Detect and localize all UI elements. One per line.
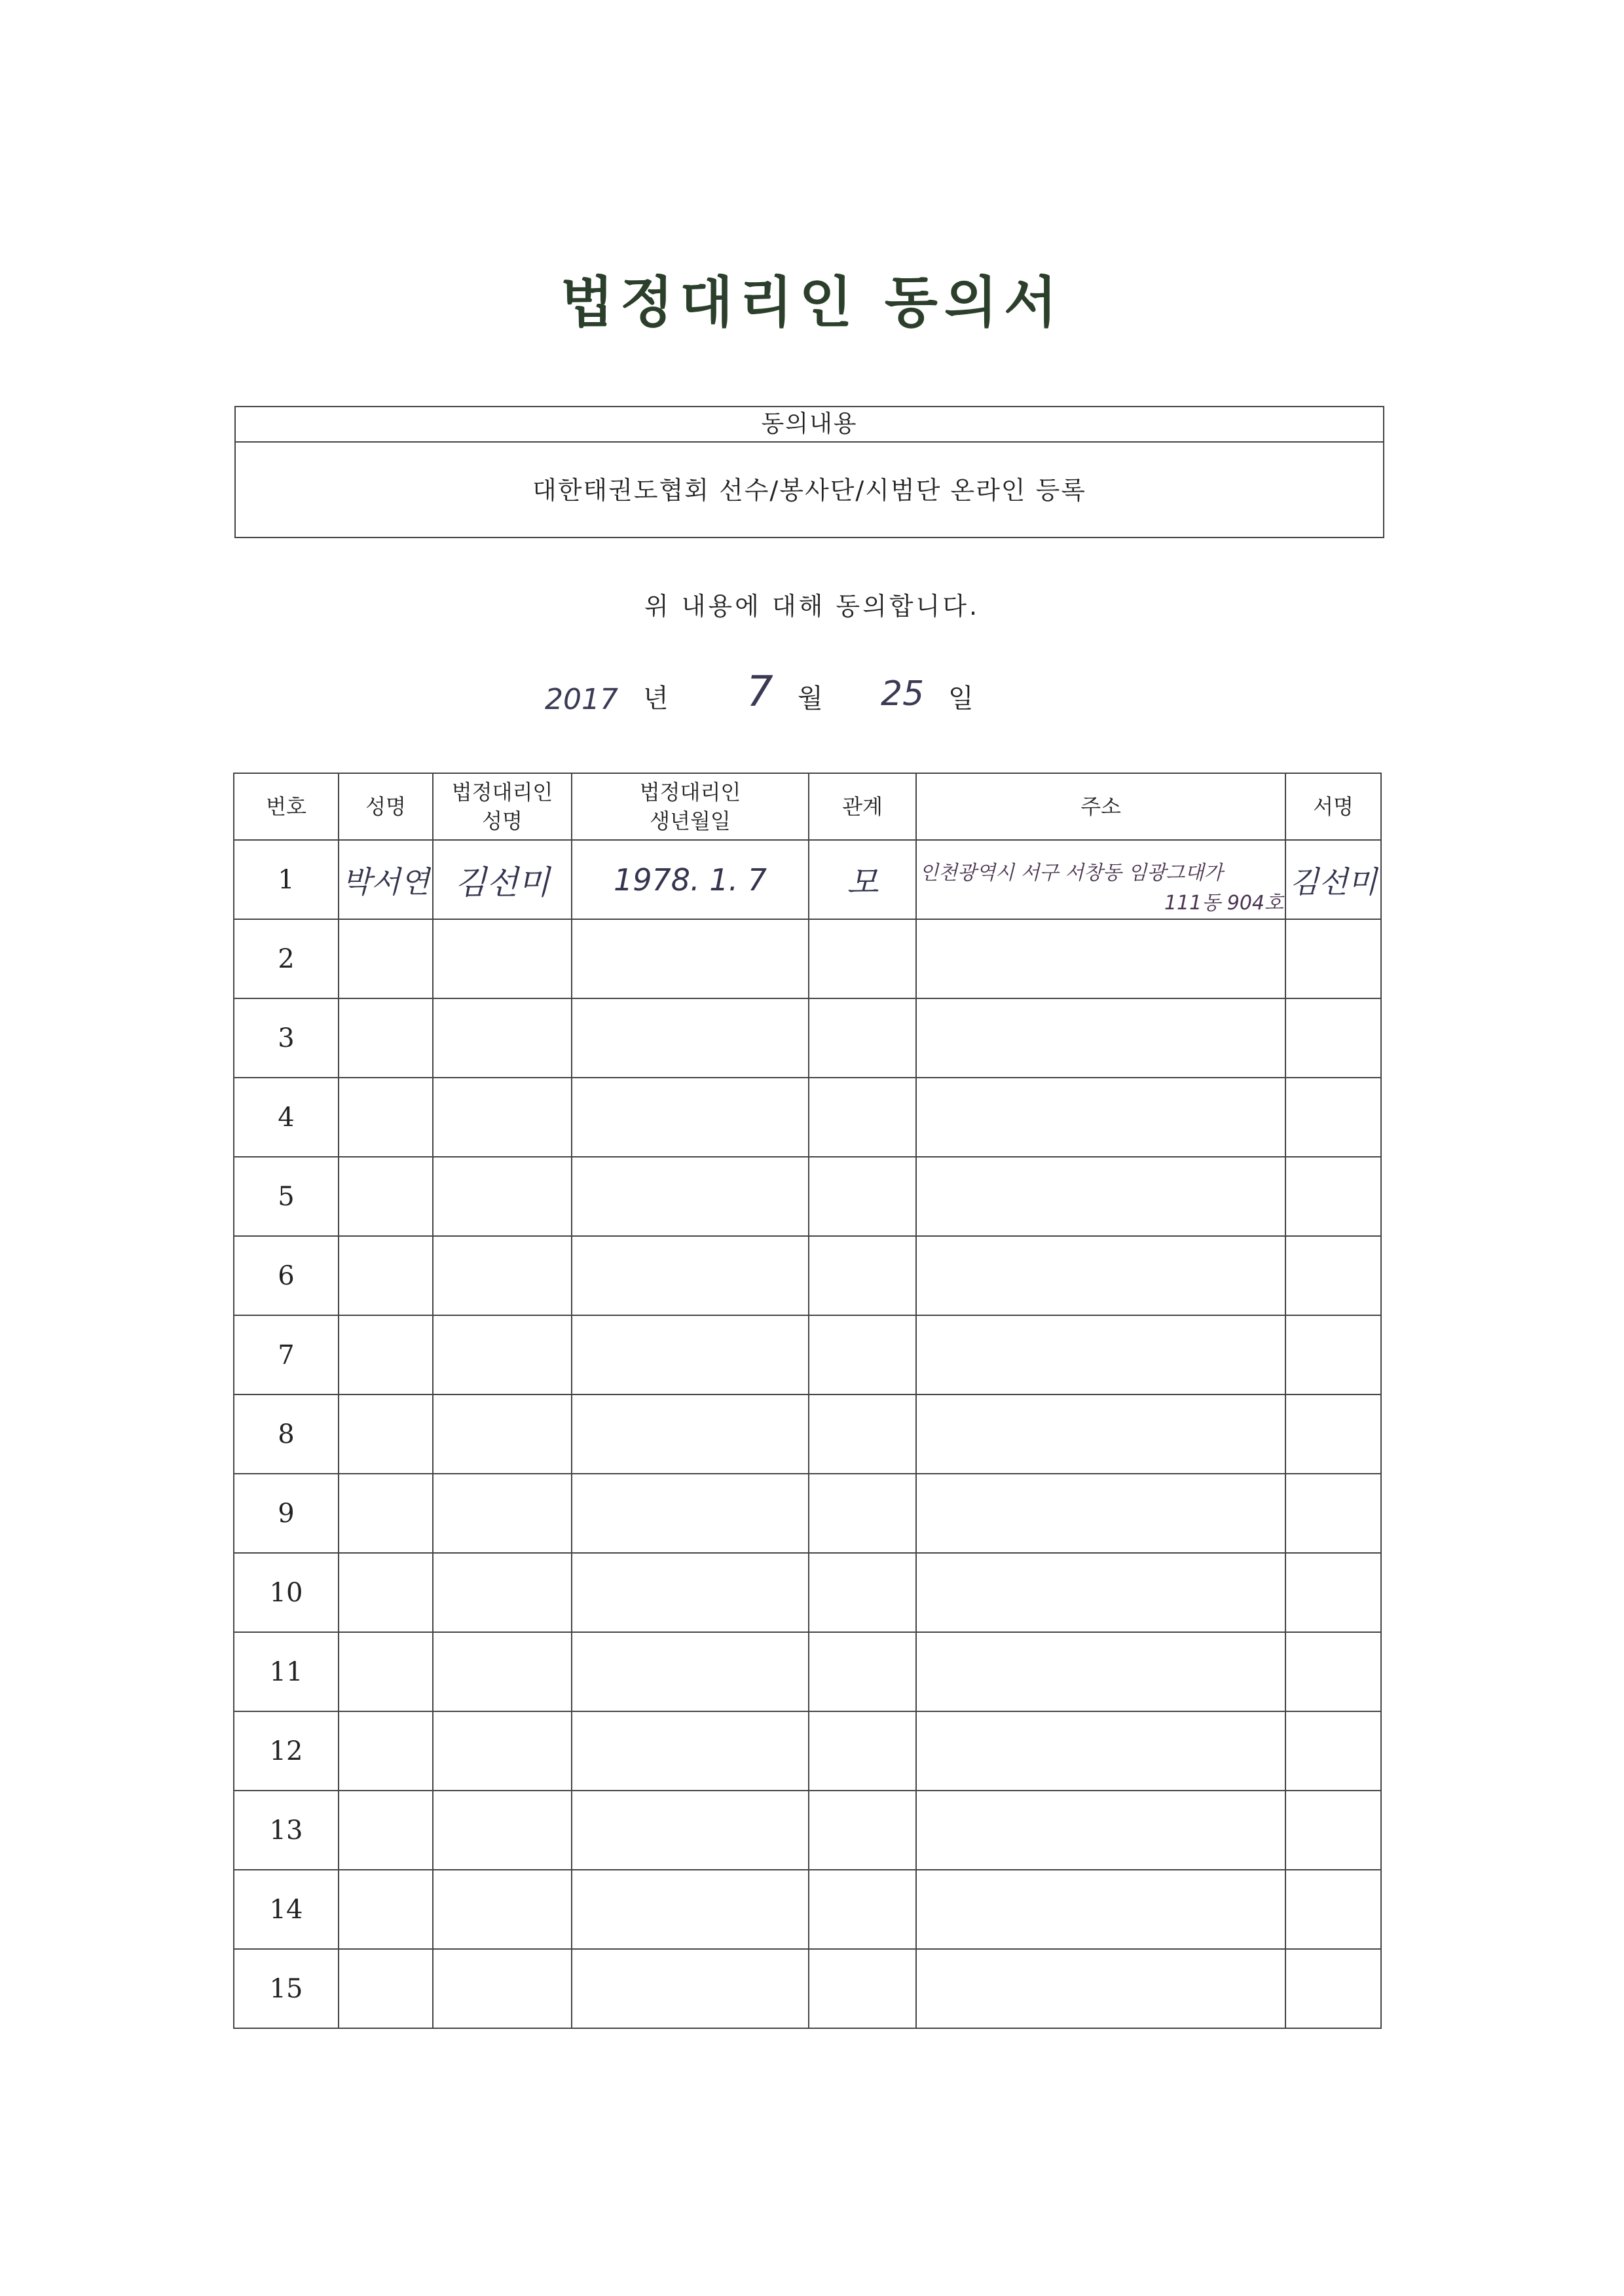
- row-guardian: [433, 1315, 572, 1394]
- guardian-table: [233, 773, 1382, 2029]
- row-birth: [572, 1870, 809, 1949]
- row-relation: [809, 1870, 916, 1949]
- table-row: [234, 1553, 1381, 1632]
- row-address: [916, 1791, 1285, 1870]
- row-address: [916, 1711, 1285, 1791]
- row-guardian: [433, 1711, 572, 1791]
- date-year-label: 년: [643, 683, 669, 714]
- row-relation: [809, 1474, 916, 1553]
- table-row: [234, 1315, 1381, 1394]
- row-signature: [1285, 840, 1381, 919]
- row-address: [916, 919, 1285, 998]
- date-year: 2017: [545, 683, 618, 716]
- row-name: [339, 1236, 433, 1315]
- row-relation: [809, 1949, 916, 2028]
- row-address: [916, 1553, 1285, 1632]
- row-name: [339, 1711, 433, 1791]
- date-month: 7: [747, 668, 773, 716]
- table-row: [234, 1711, 1381, 1791]
- row-number: 8: [234, 1394, 339, 1474]
- table-row: [234, 1078, 1381, 1157]
- row-name: [339, 1949, 433, 2028]
- document-title: 법정대리인 동의서: [560, 270, 1064, 335]
- row-relation-value: 모: [846, 863, 879, 902]
- row-relation: [809, 1791, 916, 1870]
- row-signature: [1285, 1315, 1381, 1394]
- row-address: [916, 1315, 1285, 1394]
- row-relation: [809, 1157, 916, 1236]
- row-name: [339, 1078, 433, 1157]
- row-number: 5: [234, 1157, 339, 1236]
- row-name: [339, 1632, 433, 1711]
- row-signature: [1285, 1791, 1381, 1870]
- row-guardian-value: 김선미: [454, 863, 550, 902]
- consent-content: 대한태권도협회 선수/봉사단/시범단 온라인 등록: [532, 476, 1086, 505]
- row-number: 9: [234, 1474, 339, 1553]
- row-address: [916, 1394, 1285, 1474]
- table-row: [234, 998, 1381, 1078]
- row-signature: [1285, 1236, 1381, 1315]
- agree-statement: 위 내용에 대해 동의합니다.: [644, 592, 980, 621]
- row-address: [916, 1474, 1285, 1553]
- row-relation: [809, 1632, 916, 1711]
- row-address-value: 인천광역시 서구 서창동 임광그대가: [919, 862, 1223, 884]
- row-number: 1: [234, 840, 339, 919]
- row-number: 2: [234, 919, 339, 998]
- row-guardian: [433, 919, 572, 998]
- table-row: [234, 1949, 1381, 2028]
- table-header-row: [234, 773, 1381, 840]
- header-name: 성명: [339, 773, 433, 840]
- table-row: [234, 1157, 1381, 1236]
- row-birth: [572, 1078, 809, 1157]
- row-number: 11: [234, 1632, 339, 1711]
- row-name: [339, 1553, 433, 1632]
- header-guardian-name: [433, 773, 572, 840]
- header-guardian-birth-line1: 법정대리인: [639, 780, 741, 805]
- row-signature: [1285, 1078, 1381, 1157]
- row-number: 14: [234, 1870, 339, 1949]
- row-birth: [572, 1394, 809, 1474]
- row-signature: [1285, 998, 1381, 1078]
- row-guardian: [433, 1157, 572, 1236]
- row-guardian: [433, 998, 572, 1078]
- row-guardian: [433, 1236, 572, 1315]
- table-row: [234, 1394, 1381, 1474]
- row-name: [339, 1791, 433, 1870]
- header-guardian-name-line1: 법정대리인: [451, 780, 553, 805]
- row-guardian: [433, 1474, 572, 1553]
- consent-box: [234, 406, 1384, 538]
- row-birth: [572, 840, 809, 919]
- row-signature: [1285, 1553, 1381, 1632]
- row-signature: [1285, 1474, 1381, 1553]
- row-number: 7: [234, 1315, 339, 1394]
- row-relation: [809, 1078, 916, 1157]
- row-name: [339, 1870, 433, 1949]
- row-number: 15: [234, 1949, 339, 2028]
- row-relation: [809, 919, 916, 998]
- row-birth: [572, 919, 809, 998]
- row-birth: [572, 998, 809, 1078]
- row-address: [916, 998, 1285, 1078]
- row-signature: [1285, 1949, 1381, 2028]
- row-signature: [1285, 1870, 1381, 1949]
- row-birth: [572, 1236, 809, 1315]
- row-number: 6: [234, 1236, 339, 1315]
- consent-header: 동의내용: [236, 407, 1383, 443]
- row-birth: [572, 1553, 809, 1632]
- row-signature: [1285, 1632, 1381, 1711]
- row-guardian: [433, 1949, 572, 2028]
- date-day: 25: [881, 674, 925, 714]
- row-name: [339, 1474, 433, 1553]
- row-address: [916, 1870, 1285, 1949]
- row-guardian: [433, 1078, 572, 1157]
- header-guardian-name-line2: 성명: [482, 809, 523, 833]
- row-relation: [809, 1394, 916, 1474]
- row-guardian: [433, 1632, 572, 1711]
- row-relation: [809, 1711, 916, 1791]
- row-name: [339, 1394, 433, 1474]
- row-birth: [572, 1157, 809, 1236]
- row-address: [916, 1157, 1285, 1236]
- row-birth-value: 1978. 1. 7: [613, 862, 767, 898]
- row-birth: [572, 1315, 809, 1394]
- row-signature: [1285, 1157, 1381, 1236]
- row-name-value: 박서연: [342, 864, 430, 900]
- row-address: [916, 840, 1285, 919]
- row-number: 10: [234, 1553, 339, 1632]
- row-name: [339, 919, 433, 998]
- row-name: [339, 1315, 433, 1394]
- table-row: [234, 1632, 1381, 1711]
- row-signature-value: 김선미: [1289, 864, 1377, 900]
- row-number: 13: [234, 1791, 339, 1870]
- row-relation: [809, 1236, 916, 1315]
- date-day-label: 일: [948, 683, 974, 714]
- table-row: [234, 1870, 1381, 1949]
- table-row: [234, 1791, 1381, 1870]
- row-name: [339, 840, 433, 919]
- table-row: [234, 1474, 1381, 1553]
- table-row: [234, 840, 1381, 919]
- row-relation: [809, 1315, 916, 1394]
- table-row: [234, 1236, 1381, 1315]
- table-row: [234, 919, 1381, 998]
- row-address: [916, 1236, 1285, 1315]
- header-guardian-birth: [572, 773, 809, 840]
- row-relation: [809, 998, 916, 1078]
- row-address: [916, 1078, 1285, 1157]
- row-birth: [572, 1711, 809, 1791]
- row-name: [339, 998, 433, 1078]
- row-address: [916, 1632, 1285, 1711]
- row-birth: [572, 1632, 809, 1711]
- header-number: 번호: [234, 773, 339, 840]
- row-birth: [572, 1791, 809, 1870]
- row-signature: [1285, 1711, 1381, 1791]
- header-signature: 서명: [1285, 773, 1381, 840]
- row-number: 12: [234, 1711, 339, 1791]
- row-name: [339, 1157, 433, 1236]
- row-guardian: [433, 1553, 572, 1632]
- header-guardian-birth-line2: 생년월일: [650, 809, 731, 833]
- row-signature: [1285, 919, 1381, 998]
- row-relation: [809, 840, 916, 919]
- row-birth: [572, 1474, 809, 1553]
- row-guardian: [433, 840, 572, 919]
- date-month-label: 월: [798, 683, 823, 714]
- row-address-line2: 111동 904호: [1164, 892, 1283, 915]
- row-guardian: [433, 1394, 572, 1474]
- row-guardian: [433, 1791, 572, 1870]
- row-address: [916, 1949, 1285, 2028]
- row-guardian: [433, 1870, 572, 1949]
- header-relation: 관계: [809, 773, 916, 840]
- row-number: 3: [234, 998, 339, 1078]
- row-number: 4: [234, 1078, 339, 1157]
- row-birth: [572, 1949, 809, 2028]
- row-signature: [1285, 1394, 1381, 1474]
- row-relation: [809, 1553, 916, 1632]
- header-address: 주소: [916, 773, 1285, 840]
